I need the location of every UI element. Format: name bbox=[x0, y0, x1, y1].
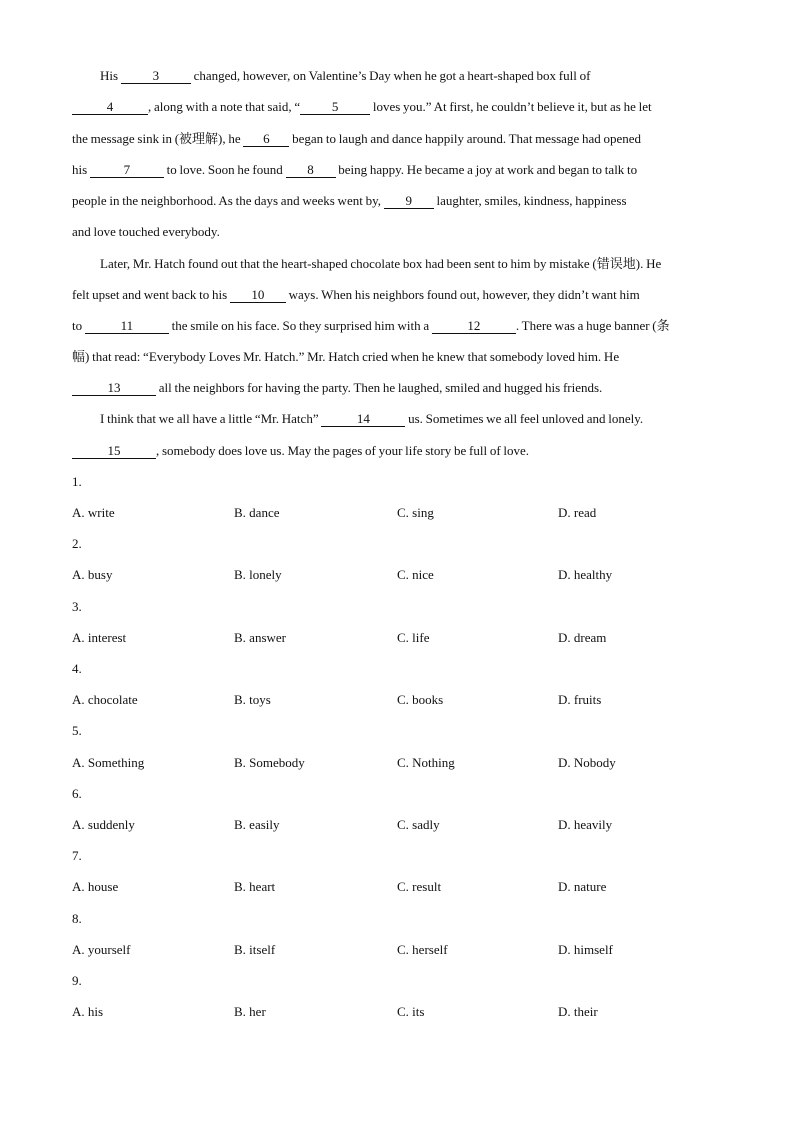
option-a[interactable]: A. write bbox=[72, 505, 115, 520]
passage-text: the smile on his face. So they surprised him with a bbox=[168, 318, 432, 333]
option-b[interactable]: B. easily bbox=[234, 817, 280, 832]
passage-text: , along with a note that said, “ bbox=[148, 99, 301, 114]
passage-text: people in the neighborhood. As the days and weeks went by, bbox=[72, 193, 384, 208]
passage-text: , somebody does love us. May the pages of your life story be full of love. bbox=[156, 443, 530, 458]
option-a[interactable]: A. suddenly bbox=[72, 817, 135, 832]
option-b[interactable]: B. toys bbox=[234, 692, 271, 707]
passage-text: laughter, smiles, kindness, happiness bbox=[433, 193, 627, 208]
passage-text: his bbox=[72, 162, 90, 177]
blank-9[interactable]: 9 bbox=[384, 194, 434, 209]
passage-line bbox=[100, 68, 728, 84]
option-d[interactable]: D. fruits bbox=[558, 692, 602, 707]
passage-line bbox=[72, 193, 728, 209]
passage-line bbox=[72, 318, 728, 334]
option-c[interactable]: C. herself bbox=[397, 942, 448, 957]
option-b[interactable]: B. Somebody bbox=[234, 755, 305, 770]
question-number: 2. bbox=[72, 536, 82, 551]
option-b[interactable]: B. her bbox=[234, 1004, 266, 1019]
question-number: 9. bbox=[72, 973, 82, 988]
passage-text: began to laugh and dance happily around. That message had opened bbox=[289, 131, 642, 146]
option-d[interactable]: D. healthy bbox=[558, 567, 613, 582]
passage-text: . There was a huge banner (条 bbox=[515, 318, 670, 333]
blank-5[interactable]: 5 bbox=[300, 100, 370, 115]
option-c[interactable]: C. Nothing bbox=[397, 755, 455, 770]
option-a[interactable]: A. Something bbox=[72, 755, 145, 770]
question-number: 5. bbox=[72, 723, 82, 738]
option-b[interactable]: B. heart bbox=[234, 879, 276, 894]
blank-3[interactable]: 3 bbox=[121, 69, 191, 84]
passage-line: and love touched everybody. bbox=[72, 224, 220, 239]
passage-line bbox=[72, 380, 728, 396]
question-number: 6. bbox=[72, 786, 82, 801]
option-d[interactable]: D. dream bbox=[558, 630, 607, 645]
option-c[interactable]: C. life bbox=[397, 630, 430, 645]
option-d[interactable]: D. heavily bbox=[558, 817, 613, 832]
passage-text: felt upset and went back to his bbox=[72, 287, 230, 302]
blank-7[interactable]: 7 bbox=[90, 163, 164, 178]
option-c[interactable]: C. sing bbox=[397, 505, 434, 520]
option-d[interactable]: D. their bbox=[558, 1004, 598, 1019]
option-d[interactable]: D. read bbox=[558, 505, 597, 520]
passage-line bbox=[72, 99, 728, 115]
blank-14[interactable]: 14 bbox=[321, 412, 405, 427]
blank-11[interactable]: 11 bbox=[85, 319, 169, 334]
passage-text: to love. Soon he found bbox=[163, 162, 286, 177]
passage-line: Later, Mr. Hatch found out that the heart-shaped chocolate box had been sent to him by mistake (错误地). He bbox=[100, 256, 662, 271]
option-c[interactable]: C. nice bbox=[397, 567, 434, 582]
option-b[interactable]: B. lonely bbox=[234, 567, 282, 582]
passage-text: all the neighbors for having the party. Then he laughed, smiled and hugged his friends. bbox=[156, 380, 603, 395]
passage-text: ways. When his neighbors found out, however, they didn’t want him bbox=[285, 287, 640, 302]
option-d[interactable]: D. nature bbox=[558, 879, 607, 894]
option-d[interactable]: D. Nobody bbox=[558, 755, 616, 770]
option-b[interactable]: B. dance bbox=[234, 505, 280, 520]
option-a[interactable]: A. busy bbox=[72, 567, 113, 582]
option-b[interactable]: B. answer bbox=[234, 630, 286, 645]
question-number: 1. bbox=[72, 474, 82, 489]
passage-line bbox=[100, 411, 728, 427]
passage-text: changed, however, on Valentine’s Day when he got a heart-shaped box full of bbox=[190, 68, 591, 83]
blank-4[interactable]: 4 bbox=[72, 100, 148, 115]
passage-line bbox=[72, 162, 728, 178]
option-c[interactable]: C. its bbox=[397, 1004, 425, 1019]
question-number: 7. bbox=[72, 848, 82, 863]
passage-text: loves you.” At first, he couldn’t believe it, but as he let bbox=[370, 99, 652, 114]
passage-text: to bbox=[72, 318, 85, 333]
option-a[interactable]: A. chocolate bbox=[72, 692, 138, 707]
question-number: 4. bbox=[72, 661, 82, 676]
option-a[interactable]: A. house bbox=[72, 879, 119, 894]
passage-line bbox=[72, 287, 728, 303]
option-a[interactable]: A. interest bbox=[72, 630, 127, 645]
option-c[interactable]: C. result bbox=[397, 879, 442, 894]
passage-line bbox=[72, 131, 728, 147]
passage-text: I think that we all have a little “Mr. Hatch” bbox=[100, 411, 322, 426]
option-a[interactable]: A. yourself bbox=[72, 942, 131, 957]
passage-line: 幅) that read: “Everybody Loves Mr. Hatch.” Mr. Hatch cried when he knew that somebody loved him. He bbox=[72, 349, 620, 364]
blank-8[interactable]: 8 bbox=[286, 163, 336, 178]
blank-6[interactable]: 6 bbox=[243, 132, 289, 147]
option-b[interactable]: B. itself bbox=[234, 942, 276, 957]
blank-10[interactable]: 10 bbox=[230, 288, 286, 303]
option-c[interactable]: C. books bbox=[397, 692, 444, 707]
passage-text: being happy. He became a joy at work and began to talk to bbox=[335, 162, 638, 177]
passage-text: us. Sometimes we all feel unloved and lonely. bbox=[405, 411, 644, 426]
blank-12[interactable]: 12 bbox=[432, 319, 516, 334]
blank-13[interactable]: 13 bbox=[72, 381, 156, 396]
blank-15[interactable]: 15 bbox=[72, 444, 156, 459]
passage-text: His bbox=[100, 68, 121, 83]
question-number: 8. bbox=[72, 911, 82, 926]
option-a[interactable]: A. his bbox=[72, 1004, 104, 1019]
option-d[interactable]: D. himself bbox=[558, 942, 613, 957]
passage-line bbox=[72, 443, 728, 459]
passage-text: the message sink in (被理解), he bbox=[72, 131, 244, 146]
option-c[interactable]: C. sadly bbox=[397, 817, 440, 832]
question-number: 3. bbox=[72, 599, 82, 614]
